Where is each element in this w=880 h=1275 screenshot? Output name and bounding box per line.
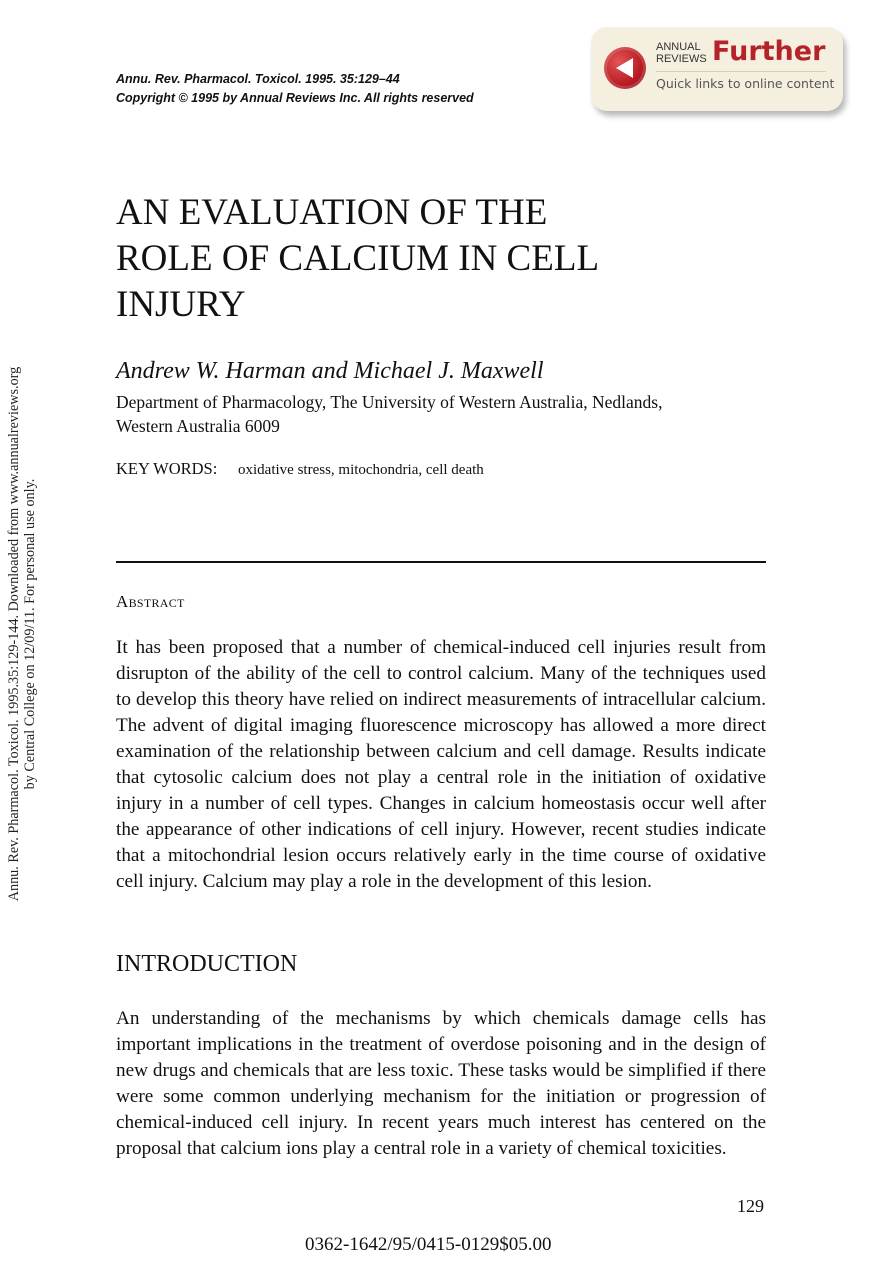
keywords <box>116 459 484 479</box>
abstract-text: It has been proposed that a number of chemical-induced cell injuries result from disrupton of the ability of the cell to control calcium. Many of the techniques used to develop this theory have relied on indirect measurements of intracellular calcium. The advent of digital imaging fluorescence microscopy has allowed a more direct examination of the relationship between calcium and cell damage. Results indicate that cytosolic calcium does not play a central role in the initiation of oxidative injury in a number of cell types. Changes in calcium homeostasis occur well after the appearance of other indications of cell injury. However, recent studies indicate that a mitochondrial lesion occurs relatively early in the time course of oxidative cell injury. Calcium may play a role in the development of this lesion. <box>116 637 766 892</box>
introduction-text: An understanding of the mechanisms by which chemicals damage cells has important implications in the treatment of overdose poisoning and in the design of new drugs and chemicals that are less toxic. These tasks would be simplified if there were some common underlying mechanism for the initiation or progression of chemical-induced cell injury. In recent years much interest has centered on the proposal that calcium ions play a central role in a variety of chemical toxicities. <box>116 1008 766 1159</box>
journal-header <box>116 70 474 108</box>
section-divider <box>116 561 766 563</box>
watermark-text <box>6 367 38 902</box>
annual-reviews-logo-text <box>656 41 707 65</box>
article-title <box>116 190 599 328</box>
further-brand: Further <box>712 36 826 67</box>
watermark-line-1: Annu. Rev. Pharmacol. Toxicol. 1995.35:129-144. Downloaded from www.annualreviews.org <box>6 366 22 902</box>
badge-divider <box>656 71 826 72</box>
logo-line-annual: ANNUAL <box>656 41 701 53</box>
title-line: AN EVALUATION OF THE <box>116 192 548 233</box>
introduction-heading: INTRODUCTION <box>116 951 298 977</box>
back-arrow-icon[interactable] <box>604 47 646 89</box>
page-number: 129 <box>737 1196 764 1216</box>
further-subtitle: Quick links to online content <box>656 76 835 91</box>
logo-line-reviews: REVIEWS <box>656 53 707 65</box>
abstract-heading: Abstract <box>116 592 185 611</box>
copyright-notice: Copyright © 1995 by Annual Reviews Inc. All rights reserved <box>116 91 474 105</box>
keywords-list: oxidative stress, mitochondria, cell death <box>238 462 484 478</box>
affiliation-line: Department of Pharmacology, The University of Western Australia, Nedlands, <box>116 392 663 412</box>
download-watermark <box>0 0 50 1275</box>
document-code: 0362-1642/95/0415-0129$05.00 <box>305 1234 552 1255</box>
authors: Andrew W. Harman and Michael J. Maxwell <box>116 358 544 384</box>
further-links-badge[interactable] <box>591 27 843 111</box>
keywords-label: KEY WORDS: <box>116 459 218 478</box>
affiliation-line: Western Australia 6009 <box>116 416 280 436</box>
watermark-line-2: by Central College on 12/09/11. For personal use only. <box>22 478 38 790</box>
title-line: INJURY <box>116 284 246 325</box>
journal-citation: Annu. Rev. Pharmacol. Toxicol. 1995. 35:129–44 <box>116 72 400 86</box>
title-line: ROLE OF CALCIUM IN CELL <box>116 238 600 279</box>
affiliation <box>116 390 662 438</box>
